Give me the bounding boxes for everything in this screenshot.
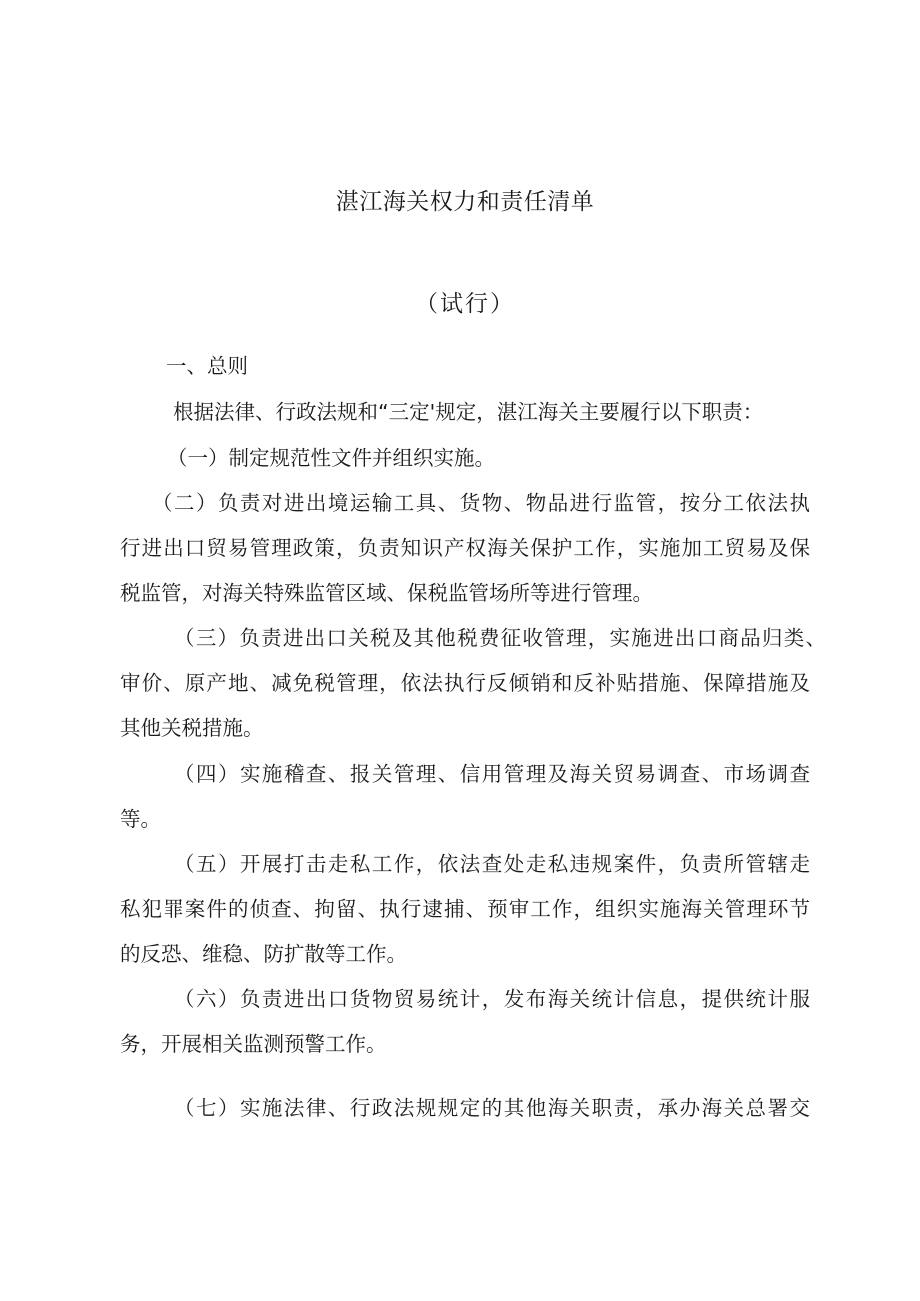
- intro-paragraph: 根据法律、行政法规和“三定'规定，湛江海关主要履行以下职责：: [173, 400, 764, 424]
- item-5-line-3: 的反恐、维稳、防扩散等工作。: [120, 942, 407, 966]
- item-3-line-1: （三）负责进出口关税及其他税费征收管理，实施进出口商品归类、: [174, 626, 826, 650]
- item-3-line-2: 审价、原产地、减免税管理，依法执行反倾销和反补贴措施、保障措施及: [120, 671, 810, 695]
- document-title: 湛江海关权力和责任清单: [335, 189, 595, 215]
- item-6-line-2: 务，开展相关监测预警工作。: [120, 1032, 387, 1056]
- item-7-line-1: （七）实施法律、行政法规规定的其他海关职责，承办海关总署交: [174, 1096, 810, 1120]
- item-5-line-2: 私犯罪案件的侦查、拘留、执行逮捕、预审工作，组织实施海关管理环节: [120, 897, 810, 921]
- item-2-line-3: 税监管，对海关特殊监管区域、保税监管场所等进行管理。: [120, 581, 653, 605]
- item-4-line-1: （四）实施稽查、报关管理、信用管理及海关贸易调查、市场调查: [174, 762, 810, 786]
- section-heading: 一、总则: [166, 354, 248, 378]
- item-2-line-1: （二）负责对进出境运输工具、货物、物品进行监管，按分工依法执: [152, 491, 810, 515]
- item-1-line-1: （一）制定规范性文件并组织实施。: [167, 446, 495, 470]
- document-subtitle: （试行）: [415, 291, 515, 317]
- item-4-line-2: 等。: [120, 807, 161, 831]
- item-3-line-3: 其他关税措施。: [120, 716, 264, 740]
- item-5-line-1: （五）开展打击走私工作，依法查处走私违规案件，负责所管辖走: [174, 852, 810, 876]
- item-6-line-1: （六）负责进出口货物贸易统计，发布海关统计信息，提供统计服: [174, 987, 810, 1011]
- item-2-line-2: 行进出口贸易管理政策，负责知识产权海关保护工作，实施加工贸易及保: [120, 536, 810, 560]
